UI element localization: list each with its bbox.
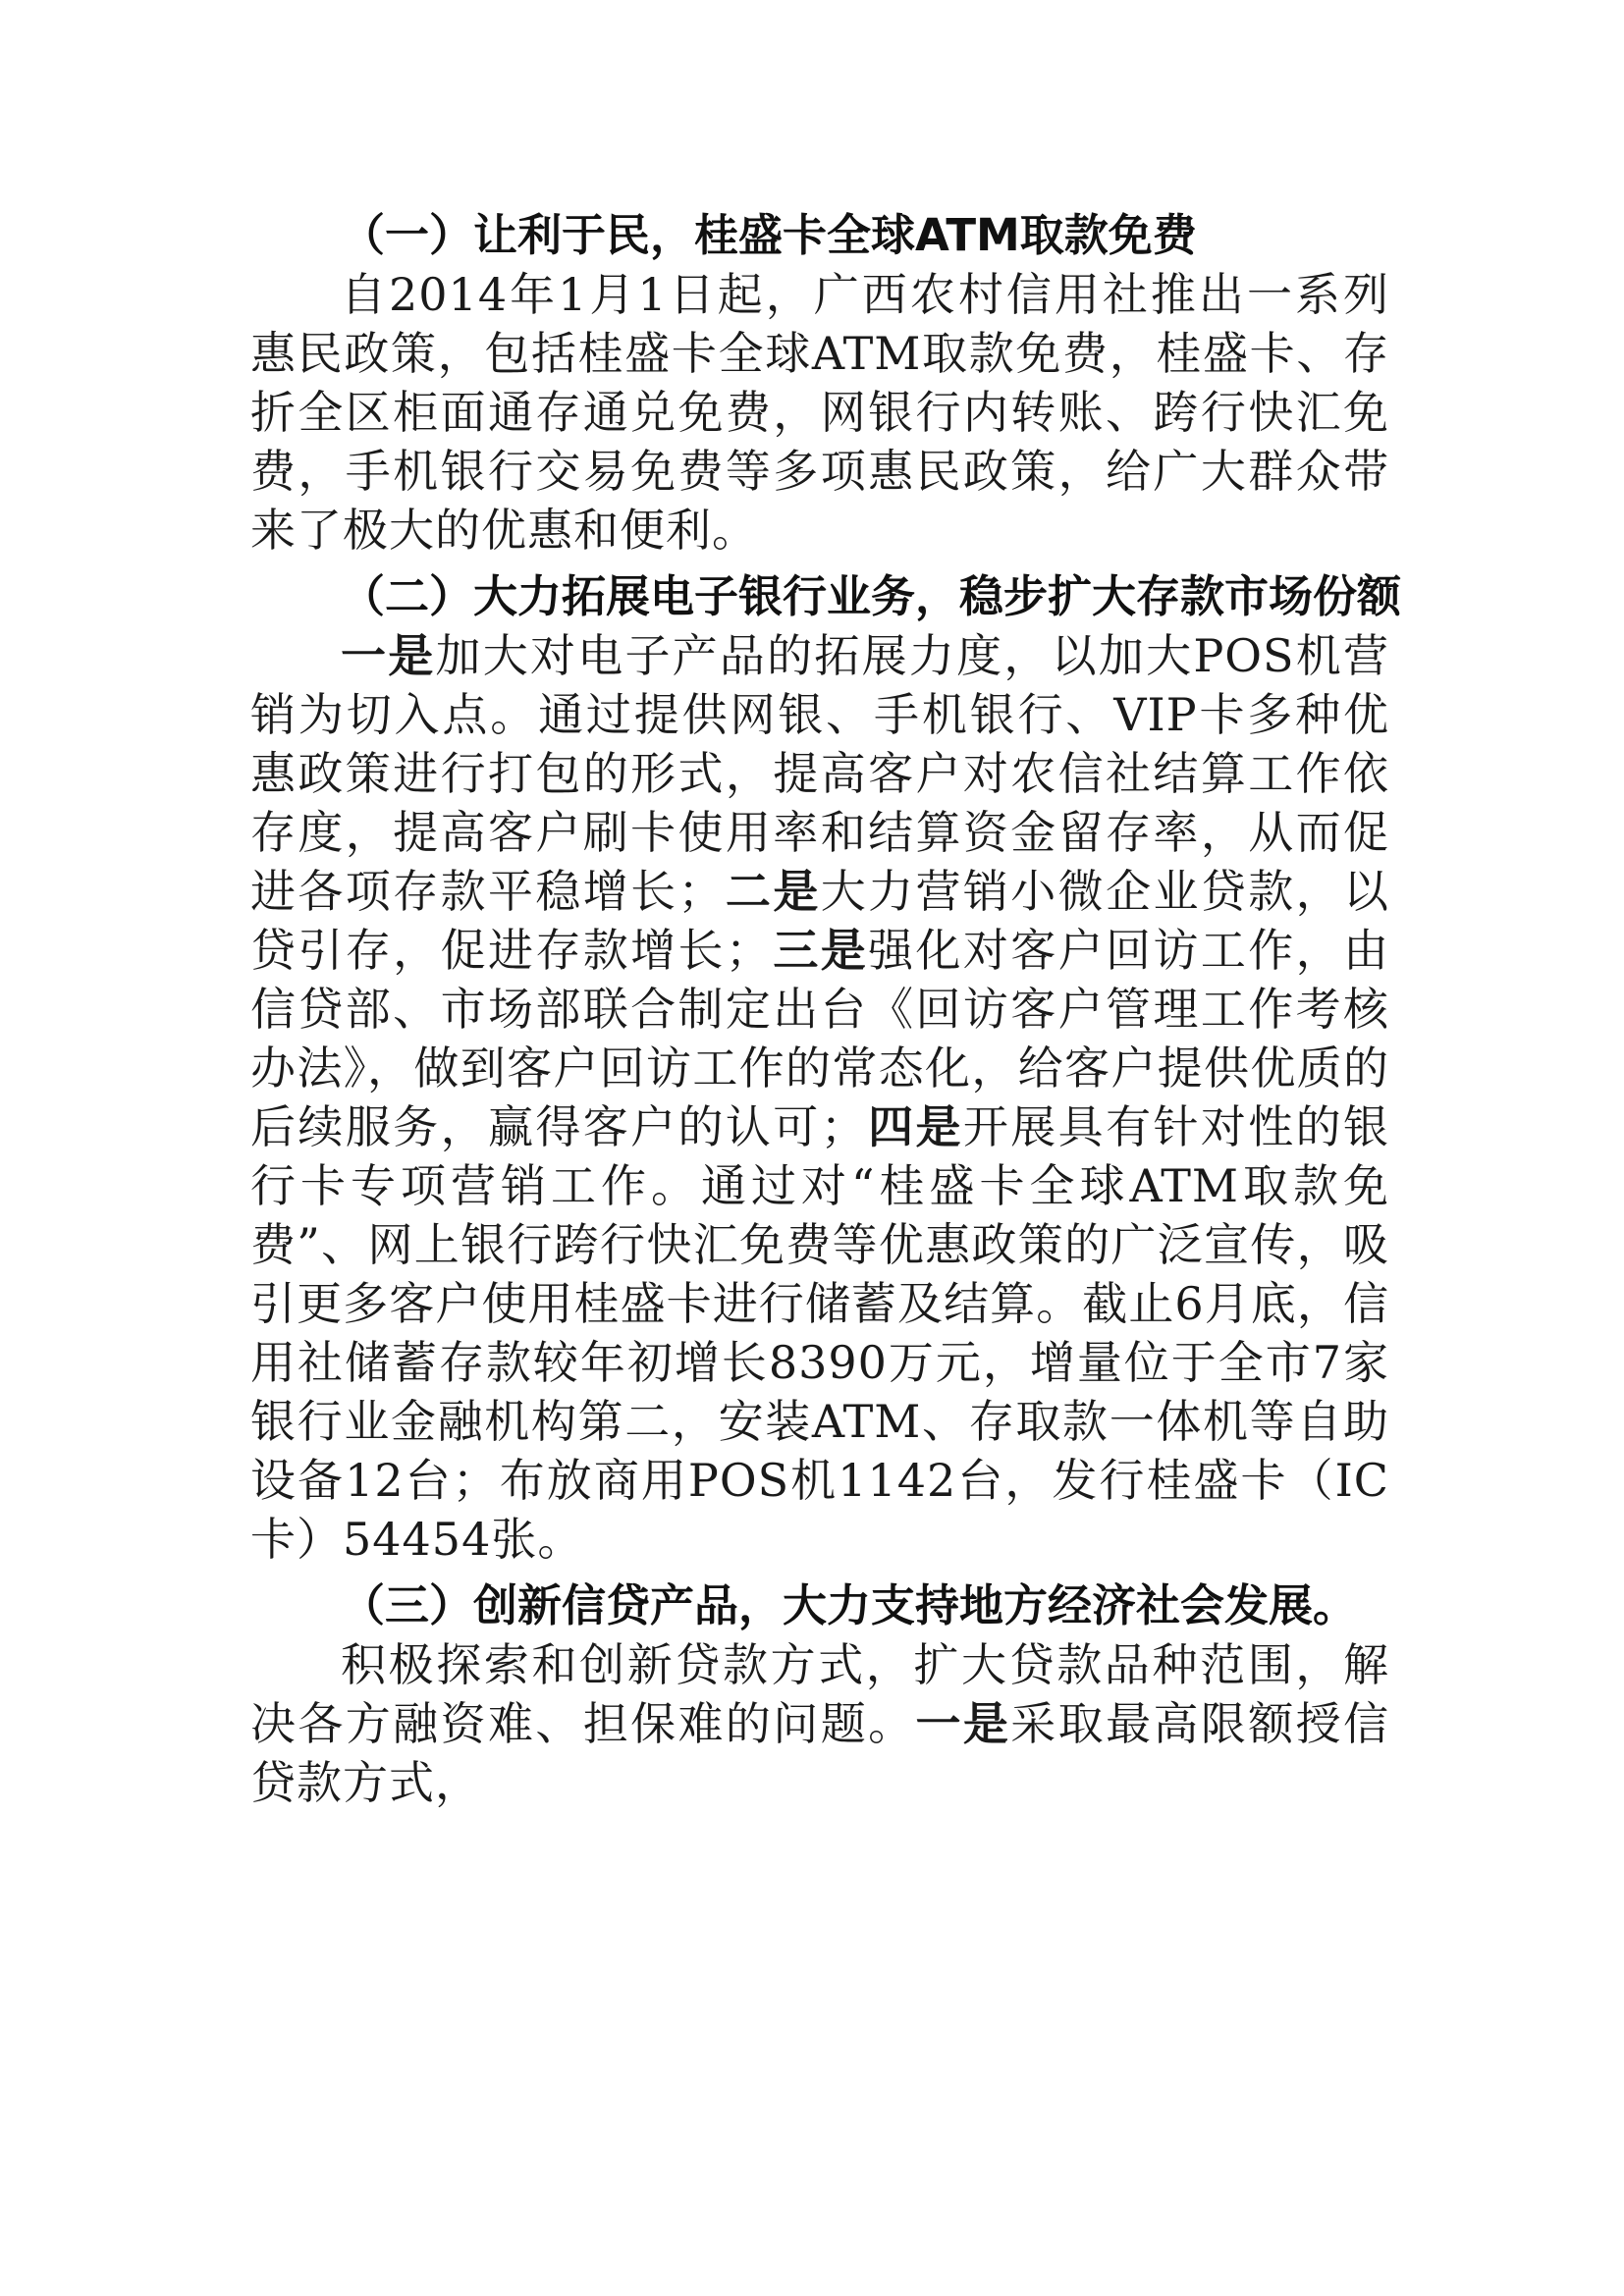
paragraph-text: 加大对电子产品的拓展力度，以加大POS机营销为切入点。通过提供网银、手机银行、VIP卡多种优惠政策进行打包的形式，提高客户对农信社结算工作依存度，提高客户刷卡使用率和结算资金留存率，从而促进各项存款平稳增长； — [250, 629, 1389, 918]
paragraph-text: 强化对客户回访工作，由信贷部、市场部联合制定出台《回访客户管理工作考核办法》，做到客户回访工作的常态化，给客户提供优质的后续服务，赢得客户的认可； — [250, 924, 1390, 1153]
section-paragraph-2 — [250, 626, 1389, 1569]
paragraph-text: 开展具有针对性的银行卡专项营销工作。通过对“桂盛卡全球ATM取款免费”、网上银行跨行快汇免费等优惠政策的广泛宣传，吸引更多客户使用桂盛卡进行储蓄及结算。截止6月底，信用社储蓄存款较年初增长8390万元，增量位于全市7家银行业金融机构第二，安装ATM、存取款一体机等自助设备12台；布放商用POS机1142台，发行桂盛卡（IC卡）54454张。 — [250, 1100, 1390, 1566]
emphasis-lead: 四是 — [866, 1100, 963, 1153]
document-body — [250, 206, 1402, 1812]
paragraph-text: 采取最高限额授信贷款方式， — [250, 1697, 1390, 1809]
paragraph-text: 积极探索和创新贷款方式，扩大贷款品种范围，解决各方融资难、担保难的问题。 — [250, 1638, 1389, 1750]
paragraph-text: 大力营销小微企业贷款，以贷引存，促进存款增长； — [250, 865, 1390, 977]
section-heading-1: （一）让利于民，桂盛卡全球ATM取款免费 — [341, 209, 1197, 261]
section-heading-2: （二）大力拓展电子银行业务，稳步扩大存款市场份额 — [341, 570, 1402, 622]
emphasis-lead: 一是 — [915, 1697, 1011, 1750]
emphasis-lead: 二是 — [724, 865, 821, 918]
emphasis-lead: 三是 — [771, 924, 869, 977]
emphasis-lead: 一是 — [341, 629, 436, 682]
section-paragraph-1: 自2014年1月1日起，广西农村信用社推出一系列惠民政策，包括桂盛卡全球ATM取款免费，桂盛卡、存折全区柜面通存通兑免费，网银行内转账、跨行快汇免费，手机银行交易免费等多项惠民政策，给广大群众带来了极大的优惠和便利。 — [250, 268, 1389, 557]
section-heading-3: （三）创新信贷产品，大力支持地方经济社会发展。 — [341, 1579, 1358, 1631]
section-paragraph-3 — [250, 1635, 1389, 1812]
